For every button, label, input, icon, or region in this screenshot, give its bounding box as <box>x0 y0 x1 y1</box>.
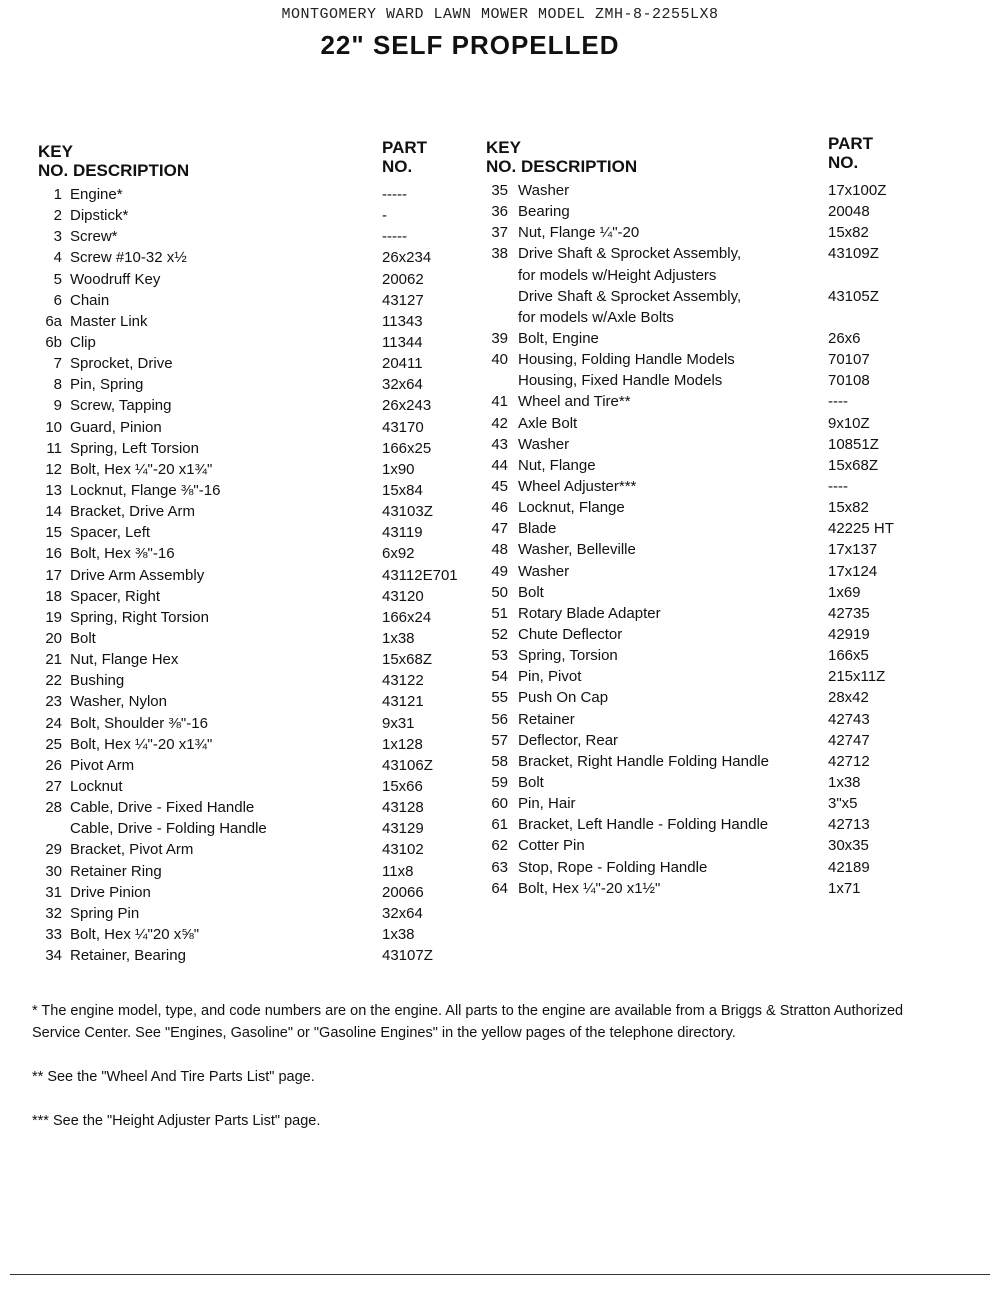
part-description: Rotary Blade Adapter <box>518 604 661 622</box>
part-number: 42225 HT <box>828 520 894 538</box>
part-description: Washer, Belleville <box>518 541 636 559</box>
part-number: 215x11Z <box>828 668 886 686</box>
key-number: 14 <box>45 503 62 521</box>
part-number: 9x31 <box>382 714 415 732</box>
part-number: ----- <box>382 228 407 246</box>
part-number: 43107Z <box>382 947 433 965</box>
bottom-divider <box>10 1274 990 1275</box>
part-description: Bolt, Hex ¼"-20 x1¾" <box>70 460 213 478</box>
part-description: Screw, Tapping <box>70 397 172 415</box>
part-number: 20411 <box>382 355 423 373</box>
table-row <box>30 882 450 903</box>
part-number: 17x124 <box>828 562 878 580</box>
table-row <box>30 480 450 501</box>
table-row <box>30 839 450 860</box>
part-description: Pivot Arm <box>70 756 135 774</box>
part-description: Stop, Rope - Folding Handle <box>518 858 708 876</box>
part-number: 43129 <box>382 820 424 838</box>
key-number: 30 <box>45 862 62 880</box>
table-row <box>478 518 938 539</box>
table-row <box>478 497 938 518</box>
table-row <box>478 434 938 455</box>
footnotes <box>32 1000 932 1154</box>
key-number: 4 <box>53 249 62 267</box>
key-number: 38 <box>491 245 508 263</box>
part-description: Chain <box>70 291 110 309</box>
part-description: Nut, Flange Hex <box>70 651 179 669</box>
table-row <box>30 226 450 247</box>
footnote-engine: * The engine model, type, and code numbers are on the engine. All parts to the engine are available from a Briggs & Stratton Authorized Service Center. See "Engines, Gasoline" or "Gasoline Engines" in the yellow pages of the telephone directory. <box>32 1003 904 1041</box>
table-row <box>478 307 938 328</box>
part-description: Spacer, Right <box>70 587 161 605</box>
part-description: Bracket, Left Handle - Folding Handle <box>518 816 769 834</box>
part-number: 166x25 <box>382 439 432 457</box>
key-number: 49 <box>491 562 508 580</box>
part-number: 42919 <box>828 625 870 643</box>
table-row <box>478 328 938 349</box>
key-number: 56 <box>491 710 508 728</box>
key-label: KEY <box>486 138 521 157</box>
table-row <box>30 269 450 290</box>
table-row <box>478 835 938 856</box>
part-description: Deflector, Rear <box>518 731 619 749</box>
part-number: 43122 <box>382 672 424 690</box>
key-number: 19 <box>45 608 62 626</box>
part-number: 11343 <box>382 312 423 330</box>
key-number: 18 <box>45 587 62 605</box>
key-number: 52 <box>491 625 508 643</box>
part-description: Spring, Torsion <box>518 647 618 665</box>
parts-list-right <box>478 180 938 899</box>
key-number: 55 <box>491 689 508 707</box>
part-description: Cotter Pin <box>518 837 585 855</box>
key-number: 33 <box>45 925 62 943</box>
key-number: 34 <box>45 947 62 965</box>
column-header <box>30 138 450 184</box>
key-number: 44 <box>491 456 508 474</box>
part-number: 42735 <box>828 604 870 622</box>
part-description: Bracket, Right Handle Folding Handle <box>518 752 769 770</box>
part-number: 42747 <box>828 731 870 749</box>
part-number: 15x82 <box>828 224 869 242</box>
part-number: - <box>382 207 387 225</box>
part-description: Sprocket, Drive <box>70 355 173 373</box>
part-description: Drive Shaft & Sprocket Assembly, <box>518 245 742 263</box>
table-row <box>478 582 938 603</box>
no-description-label: NO. DESCRIPTION <box>486 157 638 176</box>
part-description: for models w/Axle Bolts <box>518 308 674 326</box>
table-row <box>478 180 938 201</box>
key-number: 11 <box>46 439 62 457</box>
part-description: Bolt, Hex ¼"20 x⅝" <box>70 925 200 943</box>
table-row <box>478 687 938 708</box>
table-row <box>30 438 450 459</box>
part-description: Axle Bolt <box>518 414 578 432</box>
part-number: 15x68Z <box>828 456 879 474</box>
part-number: 17x100Z <box>828 182 887 199</box>
part-description: Engine* <box>70 186 123 203</box>
key-number: 32 <box>45 904 62 922</box>
part-number: 3"x5 <box>828 795 858 813</box>
part-number: ---- <box>828 393 848 411</box>
key-number: 2 <box>53 207 62 225</box>
part-number: 43121 <box>382 693 424 711</box>
part-number: 15x68Z <box>382 651 433 669</box>
table-row <box>30 713 450 734</box>
part-description: Pin, Spring <box>70 376 144 394</box>
part-description: Housing, Fixed Handle Models <box>518 372 723 390</box>
part-number: 1x38 <box>382 629 415 647</box>
key-number: 39 <box>491 329 508 347</box>
table-row <box>478 243 938 264</box>
part-number: 26x234 <box>382 249 432 267</box>
model-line: MONTGOMERY WARD LAWN MOWER MODEL ZMH-8-2255LX8 <box>281 6 719 23</box>
key-number: 23 <box>45 693 62 711</box>
part-description: Spring, Right Torsion <box>70 608 209 626</box>
part-number: 30x35 <box>828 837 869 855</box>
key-number: 62 <box>491 837 508 855</box>
part-number: 15x66 <box>382 777 423 795</box>
key-number: 20 <box>45 629 62 647</box>
table-row <box>30 924 450 945</box>
key-number: 58 <box>491 752 508 770</box>
part-number: 20048 <box>828 203 870 221</box>
table-row <box>30 861 450 882</box>
part-number: 15x84 <box>382 481 423 499</box>
part-number: 1x38 <box>382 925 415 943</box>
key-number: 22 <box>45 672 62 690</box>
part-description: Bolt, Hex ⅜"-16 <box>70 545 175 563</box>
part-description: Spring, Left Torsion <box>70 439 199 457</box>
part-number: 6x92 <box>382 545 415 563</box>
table-row <box>30 818 450 839</box>
key-number: 42 <box>491 414 508 432</box>
key-number: 25 <box>45 735 62 753</box>
part-number: 28x42 <box>828 689 869 707</box>
part-number: 1x69 <box>828 583 861 601</box>
key-number: 41 <box>491 393 508 411</box>
key-number: 35 <box>491 182 508 199</box>
table-row <box>478 349 938 370</box>
part-number: 32x64 <box>382 376 423 394</box>
table-row <box>30 691 450 712</box>
part-number: 42189 <box>828 858 870 876</box>
table-row <box>478 455 938 476</box>
no-description-label: NO. DESCRIPTION <box>38 161 190 180</box>
table-row <box>478 624 938 645</box>
key-number: 54 <box>491 668 508 686</box>
table-row <box>30 417 450 438</box>
part-number: 43127 <box>382 291 424 309</box>
part-description: Screw #10-32 x½ <box>70 249 187 267</box>
part-number: 11x8 <box>382 862 414 880</box>
key-number: 16 <box>45 545 62 563</box>
key-number: 17 <box>45 566 62 584</box>
part-number: 42743 <box>828 710 870 728</box>
part-number: 42712 <box>828 752 870 770</box>
parts-list-left <box>30 184 458 966</box>
key-number: 27 <box>45 777 62 795</box>
part-description: Pin, Hair <box>518 795 576 813</box>
part-number: 166x5 <box>828 647 869 665</box>
table-row <box>30 945 450 966</box>
part-description: Housing, Folding Handle Models <box>518 351 735 369</box>
key-number: 7 <box>53 355 62 373</box>
part-description: Bearing <box>518 203 570 221</box>
part-description: Drive Shaft & Sprocket Assembly, <box>518 287 742 305</box>
column-header <box>478 134 938 180</box>
part-description: Retainer, Bearing <box>70 947 186 965</box>
table-row <box>30 332 450 353</box>
parts-column-left <box>30 138 458 966</box>
key-number: 45 <box>491 477 508 495</box>
part-number: 43119 <box>382 524 423 542</box>
key-number: 6a <box>45 312 62 330</box>
key-number: 8 <box>53 376 62 394</box>
table-row <box>478 476 938 497</box>
key-number: 29 <box>45 841 62 859</box>
part-number: 43128 <box>382 799 424 817</box>
footnote-wheel: ** See the "Wheel And Tire Parts List" page. <box>32 1069 315 1085</box>
part-description: Drive Arm Assembly <box>70 566 205 584</box>
key-label: KEY <box>38 142 73 161</box>
table-row <box>478 603 938 624</box>
key-number: 43 <box>491 435 508 453</box>
key-number: 36 <box>491 203 508 221</box>
table-row <box>30 670 450 691</box>
part-description: Bolt, Shoulder ⅜"-16 <box>70 714 208 732</box>
part-description: Bracket, Drive Arm <box>70 503 196 521</box>
key-number: 26 <box>45 756 62 774</box>
part-number: 1x71 <box>828 879 861 897</box>
part-number: 42713 <box>828 816 870 834</box>
part-number: 1x38 <box>828 773 861 791</box>
part-description: Chute Deflector <box>518 625 623 643</box>
key-number: 12 <box>45 460 62 478</box>
table-row <box>478 645 938 666</box>
table-row <box>478 370 938 391</box>
key-number: 46 <box>491 499 508 517</box>
table-row <box>478 539 938 560</box>
key-number: 28 <box>45 799 62 817</box>
key-number: 1 <box>53 186 62 203</box>
table-row <box>30 290 450 311</box>
table-row <box>478 814 938 835</box>
part-description: Spacer, Left <box>70 524 151 542</box>
part-description: Nut, Flange ¼"-20 <box>518 224 640 242</box>
part-description: Blade <box>518 520 557 538</box>
table-row <box>478 222 938 243</box>
table-row <box>478 265 938 286</box>
part-description: Cable, Drive - Fixed Handle <box>70 799 255 817</box>
table-row <box>478 793 938 814</box>
key-number: 6b <box>45 333 62 351</box>
table-row <box>478 201 938 222</box>
part-description: Guard, Pinion <box>70 418 162 436</box>
table-row <box>30 628 450 649</box>
part-no-label: PART NO. <box>382 138 428 176</box>
footnote-height-adjuster: *** See the "Height Adjuster Parts List" page. <box>32 1113 321 1129</box>
table-row <box>30 797 450 818</box>
table-row <box>478 286 938 307</box>
part-number: ---- <box>828 477 848 495</box>
key-number: 63 <box>491 858 508 876</box>
part-description: Master Link <box>70 312 148 330</box>
key-number: 59 <box>491 773 508 791</box>
table-row <box>478 709 938 730</box>
key-number: 3 <box>53 228 62 246</box>
table-row <box>30 565 458 586</box>
part-number: 43112E701 <box>382 566 458 584</box>
part-number: 9x10Z <box>828 414 870 432</box>
part-description: Nut, Flange <box>518 456 596 474</box>
table-row <box>30 353 450 374</box>
key-number: 15 <box>45 524 62 542</box>
part-description: Woodruff Key <box>70 270 161 288</box>
key-number: 60 <box>491 795 508 813</box>
table-row <box>478 772 938 793</box>
key-number: 9 <box>53 397 62 415</box>
key-number: 57 <box>491 731 508 749</box>
table-row <box>30 522 450 543</box>
part-description: Locknut, Flange ⅜"-16 <box>70 481 221 499</box>
part-number: 17x137 <box>828 541 878 559</box>
part-number: 20062 <box>382 270 424 288</box>
part-number: 11344 <box>382 333 423 351</box>
key-number: 53 <box>491 647 508 665</box>
part-description: Wheel and Tire** <box>518 393 631 411</box>
part-description: Pin, Pivot <box>518 668 582 686</box>
part-description: Bolt, Engine <box>518 329 599 347</box>
part-description: Clip <box>70 333 96 351</box>
part-number: 43105Z <box>828 287 879 305</box>
part-number: 70108 <box>828 372 870 390</box>
part-description: Bolt, Hex ¼"-20 x1½" <box>518 879 661 897</box>
table-row <box>30 755 450 776</box>
part-number: 1x128 <box>382 735 423 753</box>
page-title: 22" SELF PROPELLED <box>320 30 620 60</box>
key-number: 40 <box>491 351 508 369</box>
part-number: 32x64 <box>382 904 423 922</box>
part-description: Wheel Adjuster*** <box>518 477 637 495</box>
part-number: 43109Z <box>828 245 879 263</box>
table-row <box>30 184 450 205</box>
table-row <box>478 878 938 899</box>
key-number: 51 <box>491 604 508 622</box>
table-row <box>478 561 938 582</box>
key-number: 37 <box>491 224 508 242</box>
table-row <box>30 607 450 628</box>
table-row <box>30 776 450 797</box>
key-number: 61 <box>491 816 508 834</box>
table-row <box>478 391 938 412</box>
key-number: 21 <box>45 651 62 669</box>
table-row <box>478 413 938 434</box>
part-description: Locknut <box>70 777 123 795</box>
table-row <box>30 205 450 226</box>
part-description: Retainer <box>518 710 575 728</box>
table-row <box>30 586 450 607</box>
part-description: Bolt <box>518 583 544 601</box>
part-description: Bolt, Hex ¼"-20 x1¾" <box>70 735 213 753</box>
table-row <box>30 374 450 395</box>
key-number: 5 <box>53 270 62 288</box>
part-description: Screw* <box>70 228 118 246</box>
part-number: 15x82 <box>828 499 869 517</box>
part-number: 70107 <box>828 351 870 369</box>
key-number: 24 <box>45 714 62 732</box>
part-description: Washer <box>518 435 570 453</box>
part-number: 43103Z <box>382 503 433 521</box>
key-number: 10 <box>45 418 62 436</box>
key-number: 48 <box>491 541 508 559</box>
table-row <box>30 649 450 670</box>
table-row <box>30 903 450 924</box>
table-row <box>30 247 450 268</box>
key-number: 13 <box>45 481 62 499</box>
part-number: 26x243 <box>382 397 432 415</box>
key-number: 6 <box>53 291 62 309</box>
table-row <box>30 501 450 522</box>
key-number: 31 <box>45 883 62 901</box>
part-description: for models w/Height Adjusters <box>518 266 717 284</box>
part-no-label: PART NO. <box>828 134 874 172</box>
part-number: 43120 <box>382 587 424 605</box>
part-description: Locknut, Flange <box>518 499 625 517</box>
parts-column-right <box>478 134 938 899</box>
part-number: 166x24 <box>382 608 432 626</box>
key-number: 64 <box>491 879 508 897</box>
table-row <box>30 311 450 332</box>
table-row <box>30 543 450 564</box>
part-description: Bushing <box>70 672 125 690</box>
table-row <box>478 751 938 772</box>
part-description: Push On Cap <box>518 689 609 707</box>
part-description: Washer, Nylon <box>70 693 167 711</box>
key-number: 47 <box>491 520 508 538</box>
part-number: 1x90 <box>382 460 415 478</box>
table-row <box>478 730 938 751</box>
part-number: 10851Z <box>828 435 879 453</box>
part-description: Cable, Drive - Folding Handle <box>70 820 267 838</box>
part-number: ----- <box>382 186 407 203</box>
part-description: Bolt <box>70 629 96 647</box>
part-number: 26x6 <box>828 329 861 347</box>
part-description: Dipstick* <box>70 207 129 225</box>
table-row <box>478 857 938 878</box>
part-description: Retainer Ring <box>70 862 162 880</box>
part-description: Drive Pinion <box>70 883 151 901</box>
table-row <box>30 734 450 755</box>
key-number: 50 <box>491 583 508 601</box>
part-number: 20066 <box>382 883 424 901</box>
table-row <box>30 459 450 480</box>
part-number: 43170 <box>382 418 424 436</box>
part-number: 43106Z <box>382 756 433 774</box>
part-description: Washer <box>518 182 570 199</box>
part-description: Bolt <box>518 773 544 791</box>
table-row <box>478 666 938 687</box>
part-description: Washer <box>518 562 570 580</box>
part-description: Spring Pin <box>70 904 140 922</box>
table-row <box>30 395 450 416</box>
part-description: Bracket, Pivot Arm <box>70 841 194 859</box>
part-number: 43102 <box>382 841 424 859</box>
